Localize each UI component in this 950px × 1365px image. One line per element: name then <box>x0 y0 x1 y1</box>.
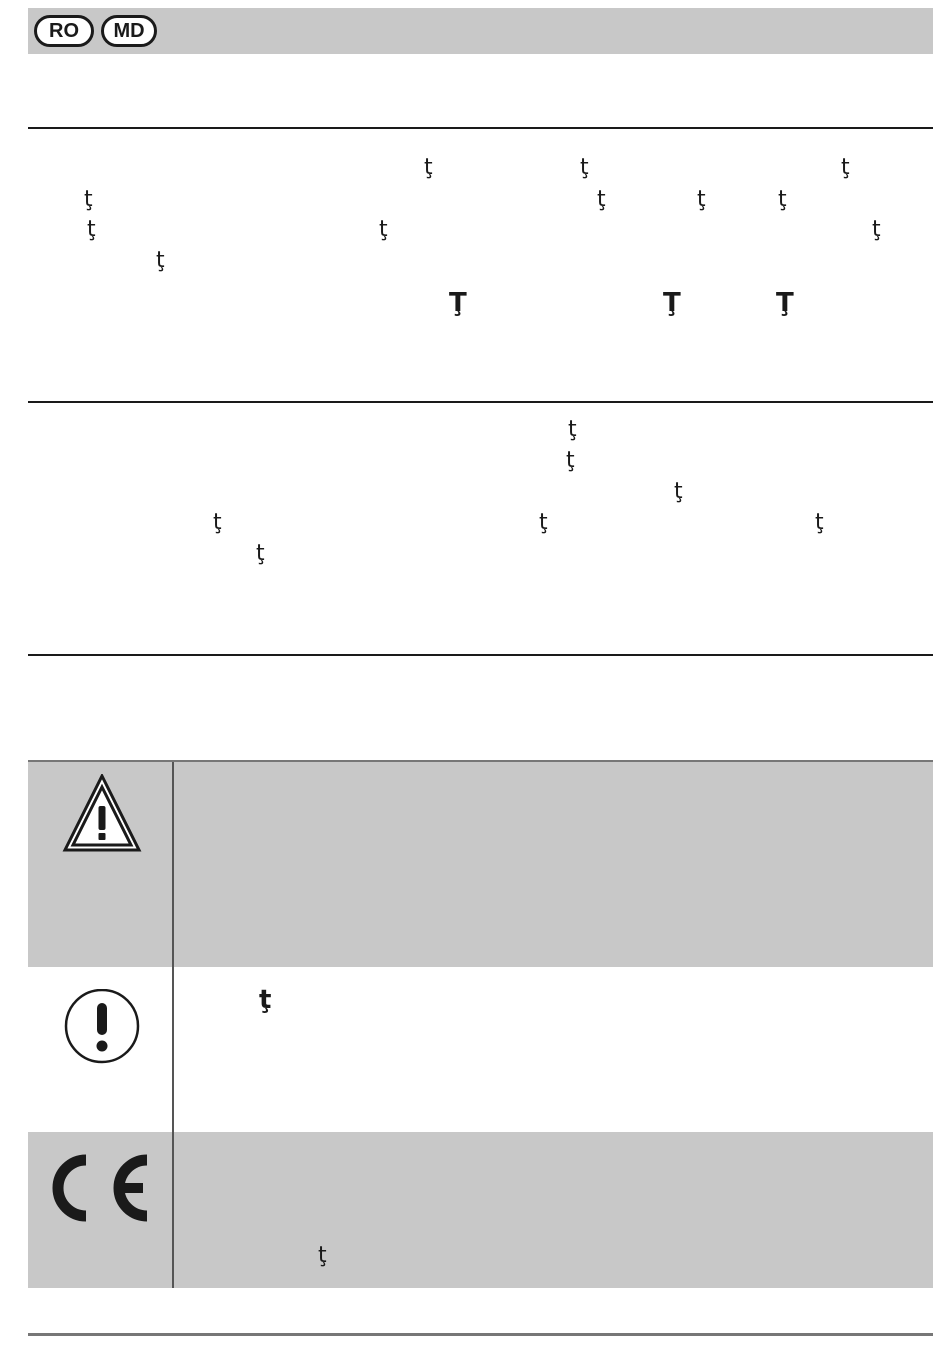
section-1-glyph: ţ <box>84 187 93 212</box>
notice-table <box>28 760 933 1290</box>
exclamation-circle-icon <box>28 989 172 1069</box>
language-badge-md: MD <box>101 15 157 47</box>
section-1-glyph: ţ <box>156 248 165 273</box>
language-header-bar <box>28 8 933 54</box>
section-divider <box>28 401 933 403</box>
section-1-glyph: ţ <box>580 155 589 180</box>
warning-notice-row <box>28 762 933 967</box>
ce-mark-icon <box>28 1154 172 1224</box>
page-bottom-rule <box>28 1333 933 1336</box>
section-1-glyph: ţ <box>841 155 850 180</box>
section-1-glyph: ţ <box>872 217 881 242</box>
section-1-glyph: Ţ <box>449 288 467 318</box>
section-1-glyph: ţ <box>778 187 787 212</box>
section-1-glyph: Ţ <box>776 288 794 318</box>
caution-notice-glyph: ţ <box>259 985 272 1015</box>
caution-notice-row <box>28 967 933 1132</box>
section-2-glyph: ţ <box>568 417 577 442</box>
section-1-glyph: ţ <box>379 217 388 242</box>
section-divider <box>28 127 933 129</box>
section-2-glyph: ţ <box>256 541 265 566</box>
language-badge-ro: RO <box>34 15 94 47</box>
section-2-glyph: ţ <box>566 448 575 473</box>
section-1-glyph: ţ <box>697 187 706 212</box>
section-1-glyph: Ţ <box>663 288 681 318</box>
ce-notice-glyph: ţ <box>318 1243 327 1268</box>
section-2-glyph: ţ <box>539 510 548 535</box>
icon-column-divider <box>172 762 174 1288</box>
section-divider <box>28 654 933 656</box>
section-1-glyph: ţ <box>597 187 606 212</box>
warning-triangle-icon <box>28 774 172 854</box>
section-2-glyph: ţ <box>815 510 824 535</box>
ce-notice-row <box>28 1132 933 1288</box>
section-2-glyph: ţ <box>674 479 683 504</box>
section-1-glyph: ţ <box>424 155 433 180</box>
section-2-glyph: ţ <box>213 510 222 535</box>
section-1-glyph: ţ <box>87 217 96 242</box>
